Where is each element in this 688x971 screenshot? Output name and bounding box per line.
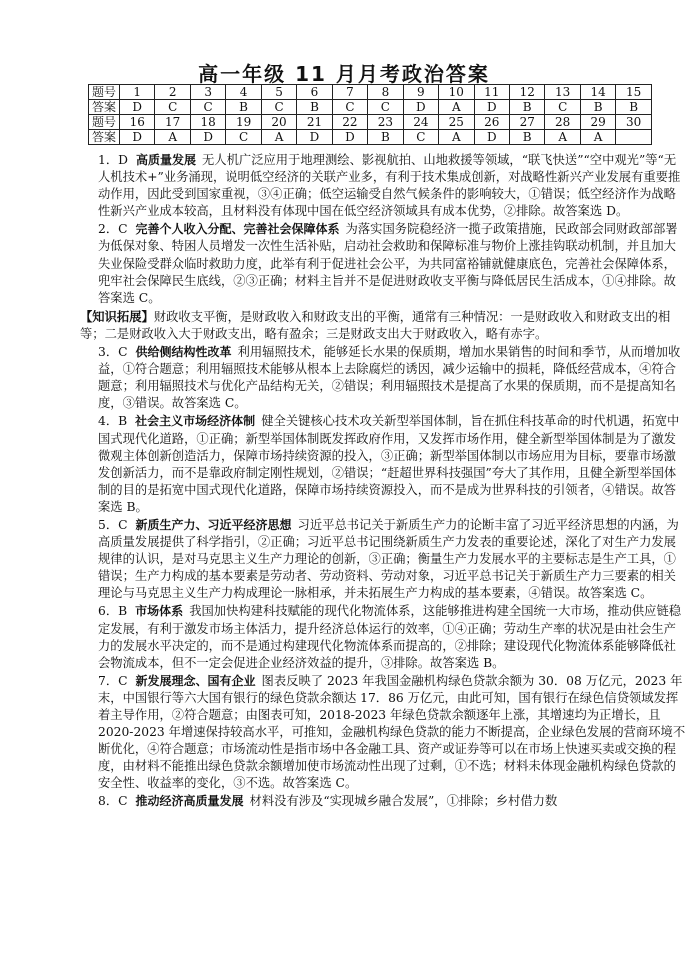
answer-cell: 6	[297, 85, 332, 100]
answer-cell: C	[261, 100, 296, 115]
question-topic: 供给侧结构性改革	[135, 345, 232, 360]
answer-cell: D	[190, 130, 225, 145]
explanation-item	[98, 673, 688, 793]
answer-cell: A	[155, 130, 190, 145]
answer-cell: D	[332, 130, 367, 145]
question-number: 8．C	[98, 794, 128, 809]
answer-cell: 12	[509, 85, 544, 100]
explanation-item	[98, 152, 688, 220]
answer-cell: 5	[261, 85, 296, 100]
answer-cell: D	[120, 100, 155, 115]
answer-cell: 18	[190, 115, 225, 130]
explanation-text: 材料没有涉及“实现城乡融合发展”，①排除；乡村借力数	[249, 794, 558, 809]
explanation-item	[98, 413, 688, 516]
answer-cell: D	[120, 130, 155, 145]
answer-cell: 27	[509, 115, 544, 130]
question-topic: 新质生产力、习近平经济思想	[135, 517, 292, 532]
answer-cell: 2	[155, 85, 190, 100]
answer-cell: 15	[616, 85, 652, 100]
question-topic: 高质量发展	[135, 153, 196, 167]
answer-cell: A	[545, 130, 580, 145]
answer-cell: 1	[120, 85, 155, 100]
answer-cell: C	[403, 130, 438, 145]
answer-cell: C	[332, 100, 367, 115]
explanation-text: 图表反映了 2023 年我国金融机构绿色贷款余额为 30．08 万亿元，2023 年末，中国银行等六大国有银行的绿色贷款余额达 17．86 万亿元，由此可知，国有银行在绿色信贷领域发挥着主导作用，②符合题意；由图表可知，2018-2023 年绿色贷款余额逐年上涨，其增速均为正增长，且 2020-2023 年增速保持较高水平，可推知，金融机构绿色贷款的能力不断提高，企业绿色发展的营商环境不断优化，④符合题意；市场流动性是指市场中各金融工具、资产或证券等可以在市场上快速买卖或交换的程度，由材料不能推出绿色贷款余额增加使市场流动性出现了过剩，①不选；材料未体现金融机构绿色贷款的安全性、收益率的变化，③不选。故答案选 C。	[98, 673, 686, 791]
answer-cell: 23	[368, 115, 403, 130]
answer-cell: 22	[332, 115, 367, 130]
answer-table	[88, 84, 652, 145]
question-number: 3．C	[98, 345, 128, 360]
question-number: 2．C	[98, 222, 128, 237]
explanation-text: 健全关键核心技术攻关新型举国体制，旨在抓住科技革命的时代机遇，拓宽中国式现代化道路，①正确；新型举国体制既发挥政府作用，又发挥市场作用，健全新型举国体制是为了激发微观主体创新创造活力，保障市场持续资源的投入，③正确；新型举国体制以市场应用为目标，要靠市场激发创新活力，而不是靠政府制定刚性规划，②错误；“赶超世界科技强国”夸大了其作用，且健全新型举国体制的目的是拓宽中国式现代化道路，保障市场持续资源投入，而不是成为世界科技的引领者，④错误。故答案选 B。	[98, 414, 680, 514]
answer-cell: 4	[226, 85, 261, 100]
explanation-item	[98, 793, 688, 810]
explanation-item	[98, 221, 688, 306]
question-topic: 完善个人收入分配、完善社会保障体系	[135, 222, 340, 237]
answer-table-row	[89, 100, 652, 115]
row-label: 题号	[89, 85, 120, 100]
row-label: 题号	[89, 115, 120, 130]
answer-cell: B	[580, 100, 615, 115]
explanation-item	[98, 344, 688, 412]
answer-cell: A	[580, 130, 615, 145]
answer-cell: 16	[120, 115, 155, 130]
answer-table-row	[89, 130, 652, 145]
page-title: 高一年级 11 月月考政治答案	[198, 62, 490, 86]
answer-cell: 30	[616, 115, 652, 130]
answer-cell: 29	[580, 115, 615, 130]
answer-cell: 7	[332, 85, 367, 100]
question-topic: 新发展理念、国有企业	[135, 673, 256, 688]
answer-cell: 8	[368, 85, 403, 100]
answer-cell: 3	[190, 85, 225, 100]
answer-cell: D	[297, 130, 332, 145]
answer-cell: C	[226, 130, 261, 145]
answer-cell: B	[368, 130, 403, 145]
answer-cell: B	[509, 130, 544, 145]
answer-cell: A	[261, 130, 296, 145]
explanation-text: 习近平总书记关于新质生产力的论断丰富了习近平经济思想的内涵，为高质量发展提供了科学指引，②正确；习近平总书记围绕新质生产力发表的重要论述，深化了对生产力发展规律的认识，是对马克思主义生产力理论的创新，③正确；衡量生产力发展水平的主要标志是生产工具，①错误；生产力构成的基本要素是劳动者、劳动资料、劳动对象，习近平总书记关于新质生产力三要素的相关理论与马克思主义生产力构成理论一脉相承，并未拓展生产力构成的基本要素，④错误。故答案选 C。	[98, 517, 679, 601]
answer-cell: 24	[403, 115, 438, 130]
answer-cell: B	[616, 100, 652, 115]
row-label: 答案	[89, 100, 120, 115]
answer-cell: 26	[474, 115, 509, 130]
answer-cell: B	[226, 100, 261, 115]
question-topic: 推动经济高质量发展	[135, 794, 244, 809]
explanation-item	[98, 603, 688, 671]
answer-cell: 25	[439, 115, 474, 130]
answer-cell: 21	[297, 115, 332, 130]
explanation-text: 为落实国务院稳经济一揽子政策措施，民政部会同财政部部署为低保对象、特困人员增发一次性生活补贴，启动社会救助和保障标准与物价上涨挂钩联动机制，并且加大失业保险受群众临时救助力度，此举有利于促进社会公平，为共同富裕铺就健康底色，完善社会保障体系，兜牢社会保障民生底线，②③正确；材料主旨并不是促进财政收支平衡与降低居民生活成本，①④排除。故答案选 C。	[98, 222, 678, 305]
row-label: 答案	[89, 130, 120, 145]
knowledge-expand: 【知识拓展】财政收支平衡，是财政收入和财政支出的平衡，通常有三种情况：一是财政收入和财政支出的相等；二是财政收入大于财政支出，略有盈余；三是财政支出大于财政收入，略有赤字。	[80, 308, 671, 341]
question-number: 5．C	[98, 517, 128, 532]
answer-cell: 10	[439, 85, 474, 100]
question-topic: 市场体系	[135, 604, 184, 619]
question-number: 1．D	[98, 153, 128, 167]
answer-cell: 11	[474, 85, 509, 100]
question-number: 6．B	[98, 604, 128, 619]
answer-cell: D	[474, 100, 509, 115]
answer-cell: B	[509, 100, 544, 115]
explanation-text: 利用辐照技术，能够延长水果的保质期，增加水果销售的时间和季节，从而增加收益，①符合题意；利用辐照技术能够从根本上去除腐烂的诱因，减少运输中的损耗，降低经营成本，④符合题意；利用辐照技术与优化产品结构无关，②错误；利用辐照技术是提高了水果的保质期，而不是提高知名度，③错误。故答案选 C。	[98, 345, 681, 411]
answer-cell: A	[439, 130, 474, 145]
explanation-text: 无人机广泛应用于地理测绘、影视航拍、山地救援等领域，“联飞快送”“空中观光”等“无人机技术+”业务涌现，说明低空经济的关联产业多，有利于技术集成创新，对战略性新兴产业发展有重要推动作用，因此受到国家重视，③④正确；低空运输受自然气候条件的影响较大，①错误；低空经济作为战略性新兴产业成本较高，且材料没有体现中国在低空经济领域具有成本优势，②排除。故答案选 D。	[98, 153, 681, 219]
answer-cell: 9	[403, 85, 438, 100]
answer-cell: D	[403, 100, 438, 115]
answer-cell: A	[439, 100, 474, 115]
explanation-text: 我国加快构建科技赋能的现代化物流体系，这能够推进构建全国统一大市场，推动供应链稳定发展，有利于激发市场主体活力，提升经济总体运行的效率，①④正确；劳动生产率的状况是由社会生产力的发展水平决定的，而不是通过构建现代化物流体系而提高的，②排除；建设现代化物流体系能够降低社会物流成本，但不一定会促进企业经济效益的提升，③排除。故答案选 B。	[98, 604, 682, 670]
explanations	[80, 152, 688, 812]
answer-cell: B	[297, 100, 332, 115]
answer-table-row	[89, 115, 652, 130]
answer-cell: D	[474, 130, 509, 145]
answer-cell: 20	[261, 115, 296, 130]
explanation-item	[98, 517, 688, 602]
answer-cell: 14	[580, 85, 615, 100]
answer-cell: 28	[545, 115, 580, 130]
answer-cell: 17	[155, 115, 190, 130]
question-topic: 社会主义市场经济体制	[135, 414, 256, 429]
answer-cell: C	[155, 100, 190, 115]
answer-cell: C	[368, 100, 403, 115]
answer-cell: C	[190, 100, 225, 115]
answer-cell: C	[545, 100, 580, 115]
answer-cell: 19	[226, 115, 261, 130]
question-number: 7．C	[98, 673, 128, 688]
answer-table-row	[89, 85, 652, 100]
answer-cell	[616, 130, 652, 145]
question-number: 4．B	[98, 414, 128, 429]
answer-cell: 13	[545, 85, 580, 100]
